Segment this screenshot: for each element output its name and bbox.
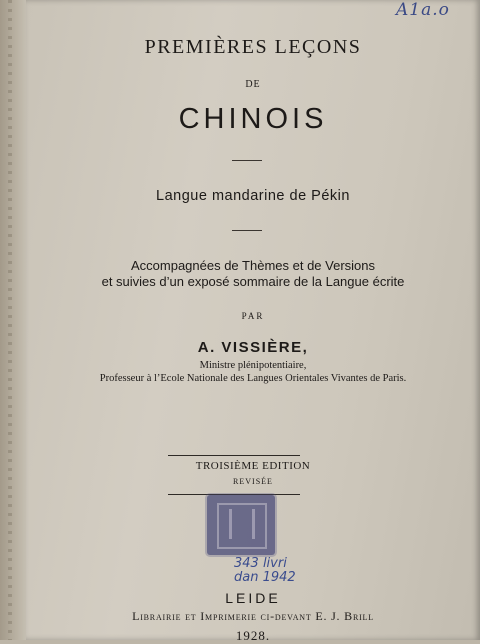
author-role-2: Professeur à l’Ecole Nationale des Langues Orientales Vivantes de Paris. xyxy=(99,373,407,384)
author-role-1: Ministre plénipotentiaire, xyxy=(199,360,307,371)
description-line-1: Accompagnées de Thèmes et de Versions xyxy=(130,258,376,273)
title-main: CHINOIS xyxy=(178,103,328,135)
stamp-seal-icon xyxy=(229,509,255,539)
author-name: A. VISSIÈRE, xyxy=(197,339,309,356)
title-line-1: PREMIÈRES LEÇONS xyxy=(144,36,362,58)
library-stamp xyxy=(207,495,275,555)
pencil-note xyxy=(234,557,296,585)
title-line-2: DE xyxy=(245,79,261,90)
handwritten-note: A1a.o xyxy=(396,0,450,20)
publisher: Librairie et Imprimerie ci-devant E. J. Brill xyxy=(132,609,374,623)
binding-dots xyxy=(8,0,12,640)
city: LEIDE xyxy=(225,590,281,606)
book-spine xyxy=(0,0,26,640)
year: 1928. xyxy=(235,628,271,643)
edition-note: REVISÉE xyxy=(233,477,273,486)
by-label: PAR xyxy=(241,311,265,321)
pencil-note-line-2: dan 1942 xyxy=(234,570,296,585)
rule-2 xyxy=(232,230,262,231)
description-line-2: et suivies d’un exposé sommaire de la Langue écrite xyxy=(101,274,405,289)
edition: TROISIÈME EDITION xyxy=(195,460,311,472)
rule-1 xyxy=(232,160,262,161)
pencil-note-line-1: 343 livri xyxy=(234,556,287,571)
subtitle: Langue mandarine de Pékin xyxy=(156,188,350,204)
